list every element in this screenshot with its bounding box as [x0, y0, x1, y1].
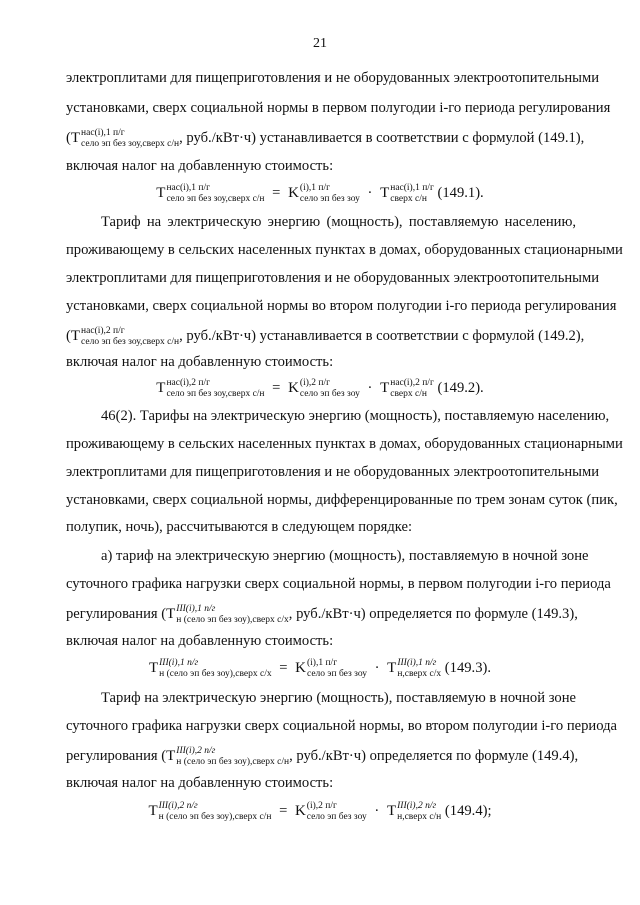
formula-lhs: T нас(i),2 п/г село эп без зоу,сверх с/н: [156, 378, 265, 400]
formula-lhs: T III(i),1 п/г н (село эп без зоу),сверх с/х: [148, 658, 272, 680]
text-line-with-symbol: (T нас(i),1 п/г село эп без зоу,сверх с/н , руб./кВт·ч) устанавливается в соответствии с формулой (149.1),: [66, 128, 585, 150]
formula-number: (149.4);: [444, 803, 492, 819]
text-line-with-symbol: регулирования (T III(i),2 п/г н (село эп без зоу),сверх с/н , руб./кВт·ч) определяется по формуле (149.4),: [66, 746, 579, 768]
page-number: 21: [313, 36, 327, 51]
formula-coefficient: K (i),2 п/г село эп без зоу: [294, 801, 367, 823]
text-line: электроплитами для пищеприготовления и не оборудованных электроотопительными: [66, 270, 600, 286]
text-line: включая налог на добавленную стоимость:: [66, 354, 334, 370]
text-line: установками, сверх социальной нормы, дифференцированные по трем зонам суток (пик,: [66, 492, 618, 508]
formula-coefficient: K (i),1 п/г село эп без зоу: [295, 658, 367, 680]
text-line: проживающему в сельских населенных пунктах в домах, оборудованных стационарными: [66, 242, 623, 258]
formula-tariff: T III(i),1 п/г н,сверх с/х: [387, 658, 442, 680]
text-line: включая налог на добавленную стоимость:: [66, 158, 334, 174]
text-line: Тариф на электрическую энергию (мощность), поставляемую населению,: [101, 214, 576, 230]
formula-lhs: T нас(i),1 п/г село эп без зоу,сверх с/н: [156, 183, 265, 205]
text-line: полупик, ночь), рассчитываются в следующем порядке:: [66, 519, 413, 535]
text-line: суточного графика нагрузки сверх социальной нормы, в первом полугодии i-го периода: [66, 576, 611, 592]
formula-149-2: T нас(i),2 п/г село эп без зоу,сверх с/н = K (i),2 п/г село эп без зоу · T нас(i),2 п/г сверх с/н (149.2).: [156, 378, 484, 400]
formula-lhs: T III(i),2 п/г н (село эп без зоу),сверх с/н: [148, 801, 272, 823]
text-line: Тариф на электрическую энергию (мощность), поставляемую в ночной зоне: [101, 690, 576, 706]
formula-tariff: T нас(i),2 п/г сверх с/н: [380, 378, 434, 400]
formula-149-4: T III(i),2 п/г н (село эп без зоу),сверх с/н = K (i),2 п/г село эп без зоу · T III(i),2 п/г н,сверх с/н (149.4);: [148, 801, 492, 823]
tariff-symbol: T III(i),2 п/г н (село эп без зоу),сверх с/н: [166, 746, 290, 768]
tariff-symbol: T нас(i),2 п/г село эп без зоу,сверх с/н: [70, 326, 180, 348]
formula-149-1: T нас(i),1 п/г село эп без зоу,сверх с/н = K (i),1 п/г село эп без зоу · T нас(i),1 п/г сверх с/н (149.1).: [156, 183, 484, 205]
text-line: электроплитами для пищеприготовления и не оборудованных электроотопительными: [66, 464, 600, 480]
formula-coefficient: K (i),2 п/г село эп без зоу: [288, 378, 360, 400]
text-line: установками, сверх социальной нормы во втором полугодии i-го периода регулирования: [66, 298, 617, 314]
formula-tariff: T III(i),2 п/г н,сверх с/н: [386, 801, 442, 823]
text-line: 46(2). Тарифы на электрическую энергию (мощность), поставляемую населению,: [101, 408, 610, 424]
text-line: включая налог на добавленную стоимость:: [66, 775, 334, 791]
formula-number: (149.2).: [437, 380, 484, 396]
text-line: суточного графика нагрузки сверх социальной нормы, во втором полугодии i-го периода: [66, 718, 618, 734]
formula-number: (149.3).: [444, 660, 492, 676]
tariff-symbol: T нас(i),1 п/г село эп без зоу,сверх с/н: [70, 128, 180, 150]
tariff-symbol: T III(i),1 п/г н (село эп без зоу),сверх с/х: [166, 604, 289, 626]
text-line-with-symbol: (T нас(i),2 п/г село эп без зоу,сверх с/н , руб./кВт·ч) устанавливается в соответствии с формулой (149.2),: [66, 326, 585, 348]
formula-149-3: T III(i),1 п/г н (село эп без зоу),сверх с/х = K (i),1 п/г село эп без зоу · T III(i),1 п/г н,сверх с/х (149.3).: [148, 658, 492, 680]
text-line: включая налог на добавленную стоимость:: [66, 633, 334, 649]
text-line: установками, сверх социальной нормы в первом полугодии i-го периода регулирования: [66, 100, 611, 116]
text-line: а) тариф на электрическую энергию (мощность), поставляемую в ночной зоне: [101, 548, 589, 564]
text-line: проживающему в сельских населенных пунктах в домах, оборудованных стационарными: [66, 436, 623, 452]
formula-number: (149.1).: [437, 185, 484, 201]
text-line-with-symbol: регулирования (T III(i),1 п/г н (село эп без зоу),сверх с/х , руб./кВт·ч) определяется по формуле (149.3),: [66, 604, 578, 626]
formula-coefficient: K (i),1 п/г село эп без зоу: [288, 183, 360, 205]
text-line: электроплитами для пищеприготовления и не оборудованных электроотопительными: [66, 70, 600, 86]
formula-tariff: T нас(i),1 п/г сверх с/н: [380, 183, 434, 205]
